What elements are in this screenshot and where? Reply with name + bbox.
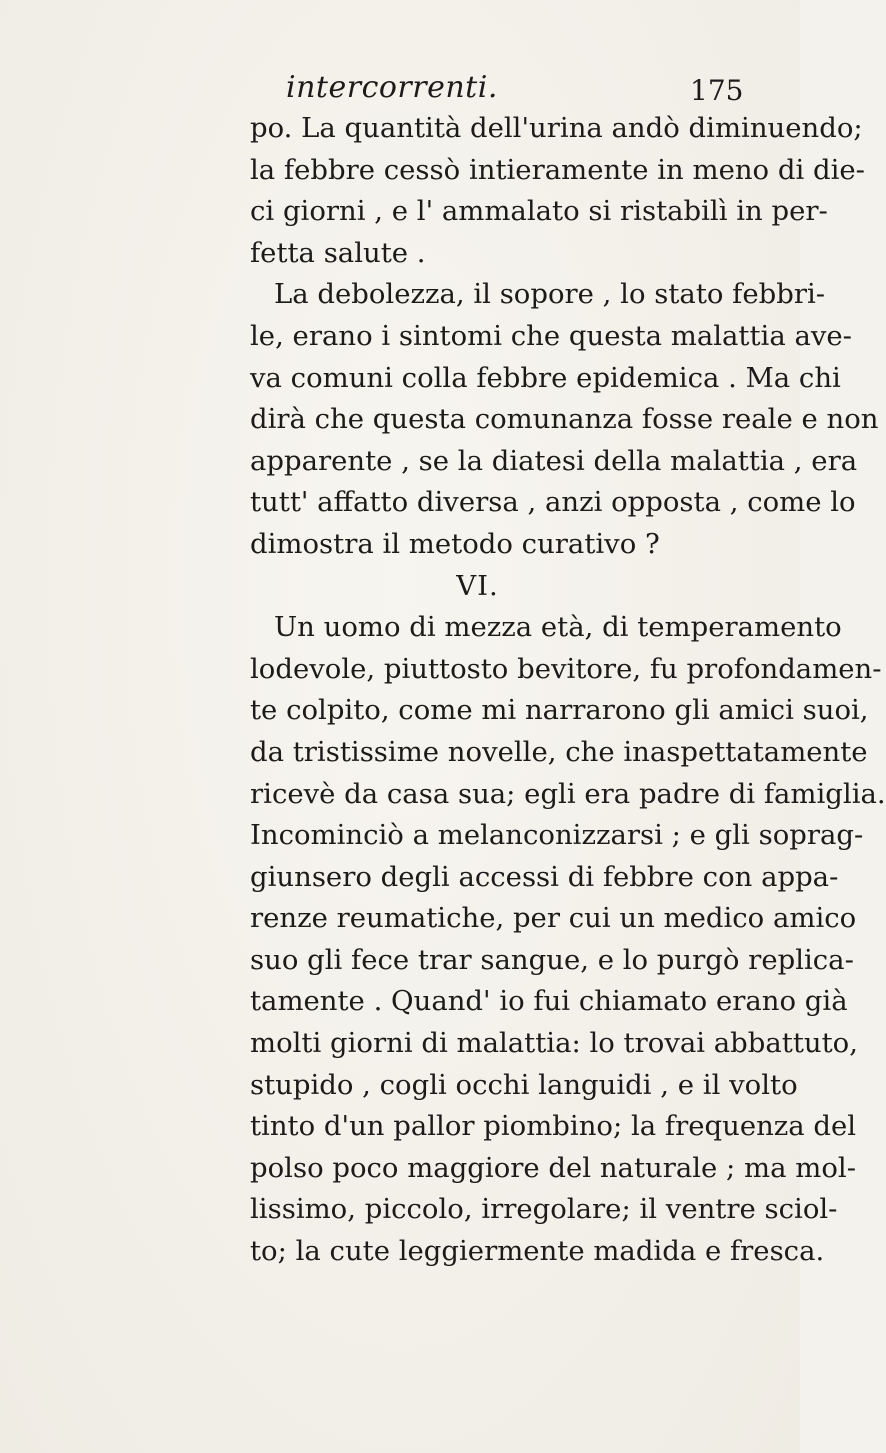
text-line: lissimo, piccolo, irregolare; il ventre sciol- — [250, 1193, 838, 1226]
running-head — [0, 70, 800, 110]
paragraph-case — [250, 607, 886, 1273]
text-line: La debolezza, il sopore , lo stato febbri- — [274, 278, 826, 311]
text-line: molti giorni di malattia: lo trovai abbattuto, — [250, 1027, 858, 1060]
text-line: suo gli fece trar sangue, e lo purgò replica- — [250, 943, 854, 976]
text-line: dirà che questa comunanza fosse reale e non — [250, 403, 879, 436]
text-line: Incominciò a melanconizzarsi ; e gli soprag- — [250, 819, 864, 852]
text-line: Un uomo di mezza età, di temperamento — [274, 611, 842, 644]
text-line: ricevè da casa sua; egli era padre di famiglia. — [250, 777, 886, 810]
text-line: ci giorni , e l' ammalato si ristabilì in per- — [250, 195, 828, 228]
text-line: da tristissime novelle, che inaspettatamente — [250, 735, 868, 768]
page-number: 175 — [690, 74, 744, 107]
text-line: stupido , cogli occhi languidi , e il volto — [250, 1068, 798, 1101]
text-line: renze reumatiche, per cui un medico amico — [250, 902, 857, 935]
text-line: polso poco maggiore del naturale ; ma mol- — [250, 1151, 856, 1184]
paragraph-continuation — [250, 108, 865, 274]
text-line: lodevole, piuttosto bevitore, fu profondamen- — [250, 652, 882, 685]
text-line: dimostra il metodo curativo ? — [250, 527, 660, 560]
text-block — [250, 108, 886, 1273]
text-line: tutt' affatto diversa , anzi opposta , come lo — [250, 486, 856, 519]
text-line: giunsero degli accessi di febbre con appa- — [250, 860, 839, 893]
text-line: la febbre cessò intieramente in meno di die- — [250, 153, 865, 186]
running-title: intercorrenti. — [286, 70, 498, 105]
text-line: va comuni colla febbre epidemica . Ma chi — [250, 361, 841, 394]
paragraph-debolezza — [250, 274, 879, 565]
text-line: tamente . Quand' io fui chiamato erano già — [250, 985, 848, 1018]
text-line: te colpito, come mi narrarono gli amici suoi, — [250, 694, 869, 727]
text-line: fetta salute . — [250, 236, 426, 269]
text-line: apparente , se la diatesi della malattia , era — [250, 444, 858, 477]
text-line: tinto d'un pallor piombino; la frequenza del — [250, 1110, 857, 1143]
text-line: to; la cute leggiermente madida e fresca. — [250, 1235, 825, 1268]
text-line: le, erano i sintomi che questa malattia ave- — [250, 319, 852, 352]
text-line: po. La quantità dell'urina andò diminuendo; — [250, 112, 863, 144]
section-heading: VI. — [456, 569, 499, 602]
